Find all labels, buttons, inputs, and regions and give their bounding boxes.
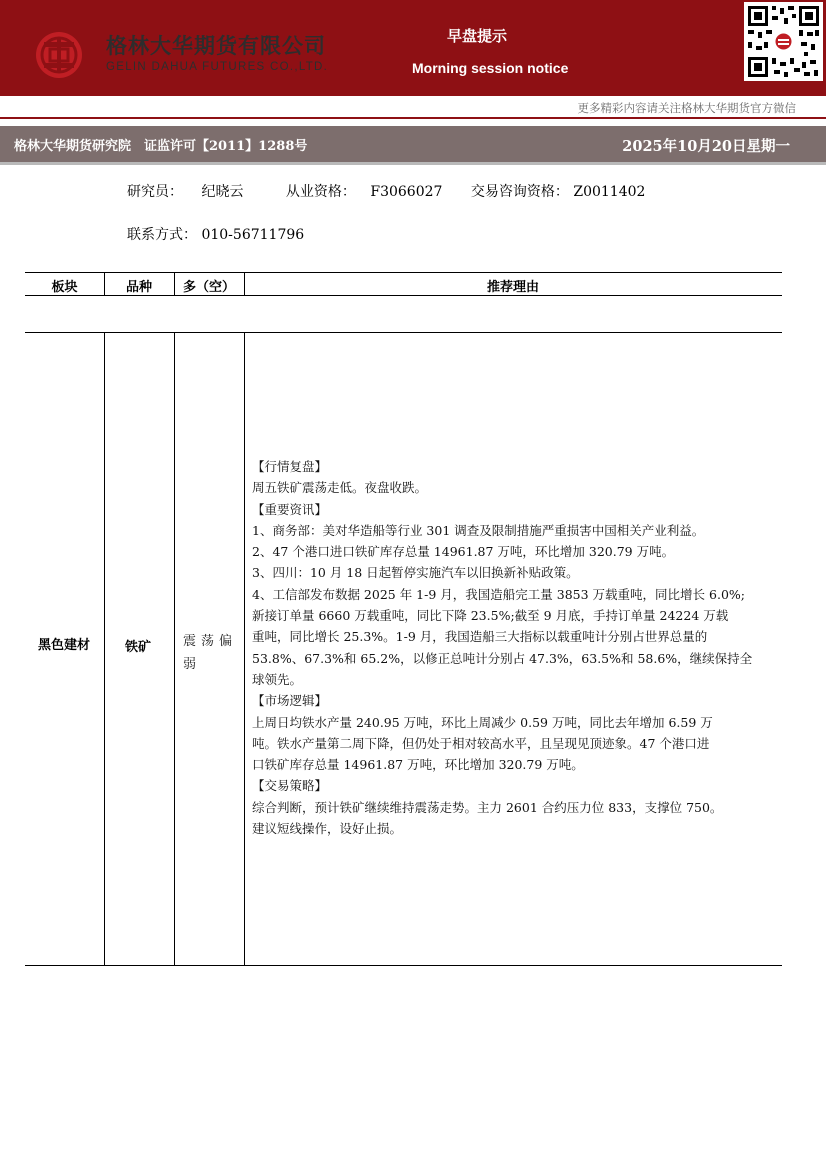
direction-cell: 震荡偏弱 <box>183 634 238 672</box>
sector-cell: 黑色建材 <box>38 638 91 653</box>
reason-line: 上周日均铁水产量 240.95 万吨，环比上周减少 0.59 万吨，同比去年增加 6.59 万 <box>252 714 713 730</box>
analyst-info-line <box>127 181 645 201</box>
qualification-number: F3066027 <box>370 184 443 200</box>
reason-line: 3、四川：10 月 18 日起暂停实施汽车以旧换新补贴政策。 <box>252 565 579 581</box>
col-divider <box>244 332 245 965</box>
product-cell: 铁矿 <box>125 640 152 655</box>
col-divider <box>104 332 105 965</box>
report-date: 2025年10月20日星期一 <box>622 138 790 155</box>
reason-line: 1、商务部：美对华造船等行业 301 调查及限制措施严重损害中国相关产业利益。 <box>252 522 705 538</box>
header-product: 品种 <box>125 280 152 295</box>
info-bar <box>0 126 826 165</box>
researcher-name: 纪晓云 <box>201 184 244 200</box>
table-header-border <box>25 295 782 296</box>
reason-cell <box>252 456 782 839</box>
contact-number: 010-56711796 <box>201 227 305 243</box>
report-title-en: Morning session notice <box>412 60 569 76</box>
reason-line: 综合判断，预计铁矿继续维持震荡走势。主力 2601 合约压力位 833，支撑位 750。 <box>252 799 723 815</box>
table-top-border <box>25 272 782 273</box>
reason-line: 球领先。 <box>252 671 303 687</box>
contact-label: 联系方式： <box>127 227 197 243</box>
reason-line: 重吨，同比增长 25.3%。1-9 月，我国造船三大指标以载重吨计分别占世界总量的 <box>252 629 708 645</box>
reason-line: 【交易策略】 <box>252 778 328 794</box>
company-name-en: GELIN DAHUA FUTURES CO.,LTD. <box>106 61 329 73</box>
company-logo-icon <box>34 30 84 80</box>
report-title-cn: 早盘提示 <box>447 27 508 45</box>
reason-line: 4、工信部发布数据 2025 年 1-9 月，我国造船完工量 3853 万载重吨，同比增长 6.0%; <box>252 586 745 602</box>
reason-line: 【重要资讯】 <box>252 501 328 517</box>
reason-line: 吨。铁水产量第二周下降，但仍处于相对较高水平，且呈现见顶迹象。47 个港口进 <box>252 735 710 751</box>
header-reason: 推荐理由 <box>486 280 539 295</box>
header-sector: 板块 <box>51 280 78 295</box>
company-name-cn: 格林大华期货有限公司 <box>106 33 326 58</box>
reason-line: 【行情复盘】 <box>252 459 328 474</box>
wechat-follow-note: 更多精彩内容请关注格林大华期货官方微信 <box>577 101 796 115</box>
header-direction: 多（空） <box>182 280 235 295</box>
wechat-qr-code-icon <box>744 2 823 81</box>
researcher-label: 研究员： <box>127 184 183 200</box>
table-bottom-border <box>25 965 782 966</box>
contact-info-line <box>127 224 304 244</box>
reason-line: 【市场逻辑】 <box>252 693 328 709</box>
qualification-label: 从业资格： <box>285 184 356 200</box>
page-header <box>0 0 826 96</box>
reason-line: 53.8%、67.3%和 65.2%，以修正总吨计分别占 47.3%，63.5%和 58.6%，继续保持全 <box>252 650 753 666</box>
reason-line: 周五铁矿震荡走低。夜盘收跌。 <box>252 480 428 496</box>
reason-line: 建议短线操作，设好止损。 <box>252 821 403 837</box>
reason-line: 新接订单量 6660 万载重吨，同比下降 23.5%;截至 9 月底，手持订单量 24224 万载 <box>252 608 729 624</box>
col-divider <box>174 332 175 965</box>
header-divider <box>0 117 826 119</box>
reason-line: 2、47 个港口进口铁矿库存总量 14961.87 万吨，环比增加 320.79 万吨。 <box>252 544 675 560</box>
reason-line: 口铁矿库存总量 14961.87 万吨，环比增加 320.79 万吨。 <box>252 757 584 773</box>
table-row-top-border <box>25 332 782 333</box>
institute-license: 格林大华期货研究院 证监许可【2011】1288号 <box>14 139 308 154</box>
consult-number: Z0011402 <box>573 184 646 200</box>
consult-label: 交易咨询资格： <box>470 184 569 200</box>
